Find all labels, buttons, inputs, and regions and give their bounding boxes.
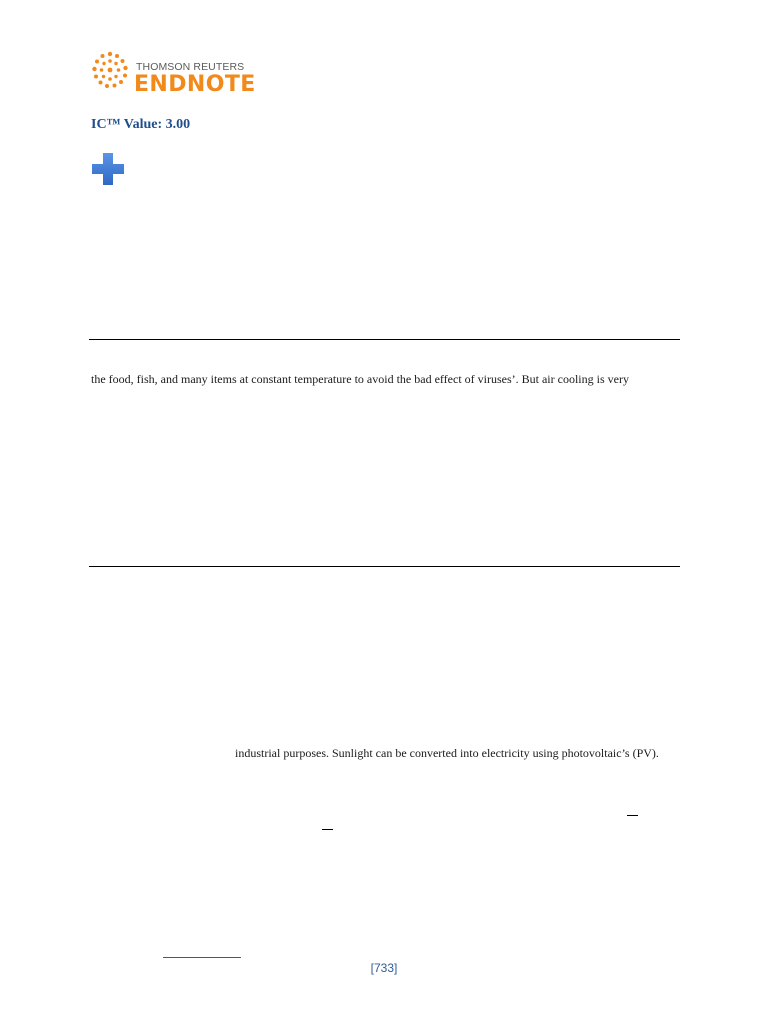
thomson-reuters-endnote-logo: [90, 48, 260, 104]
horizontal-rule: [89, 339, 680, 340]
globe-logo-icon: [90, 50, 130, 90]
page-number: [733]: [370, 961, 398, 975]
body-text-line: the food, fish, and many items at constant temperature to avoid the bad effect of viruses’. But air cooling is very: [91, 372, 629, 386]
body-text-line: industrial purposes. Sunlight can be converted into electricity using photovoltaic’s (PV).: [235, 746, 659, 760]
plus-icon: [91, 152, 125, 186]
logo-top-text: THOMSON REUTERS: [136, 61, 245, 73]
footnote-link-underline[interactable]: [163, 957, 241, 958]
dash-mark: [627, 815, 638, 816]
ic-value-label: IC™ Value: 3.00: [91, 117, 191, 132]
horizontal-rule: [89, 566, 680, 567]
dash-mark: [322, 829, 333, 830]
logo-main-text: ENDNOTE: [134, 72, 256, 97]
